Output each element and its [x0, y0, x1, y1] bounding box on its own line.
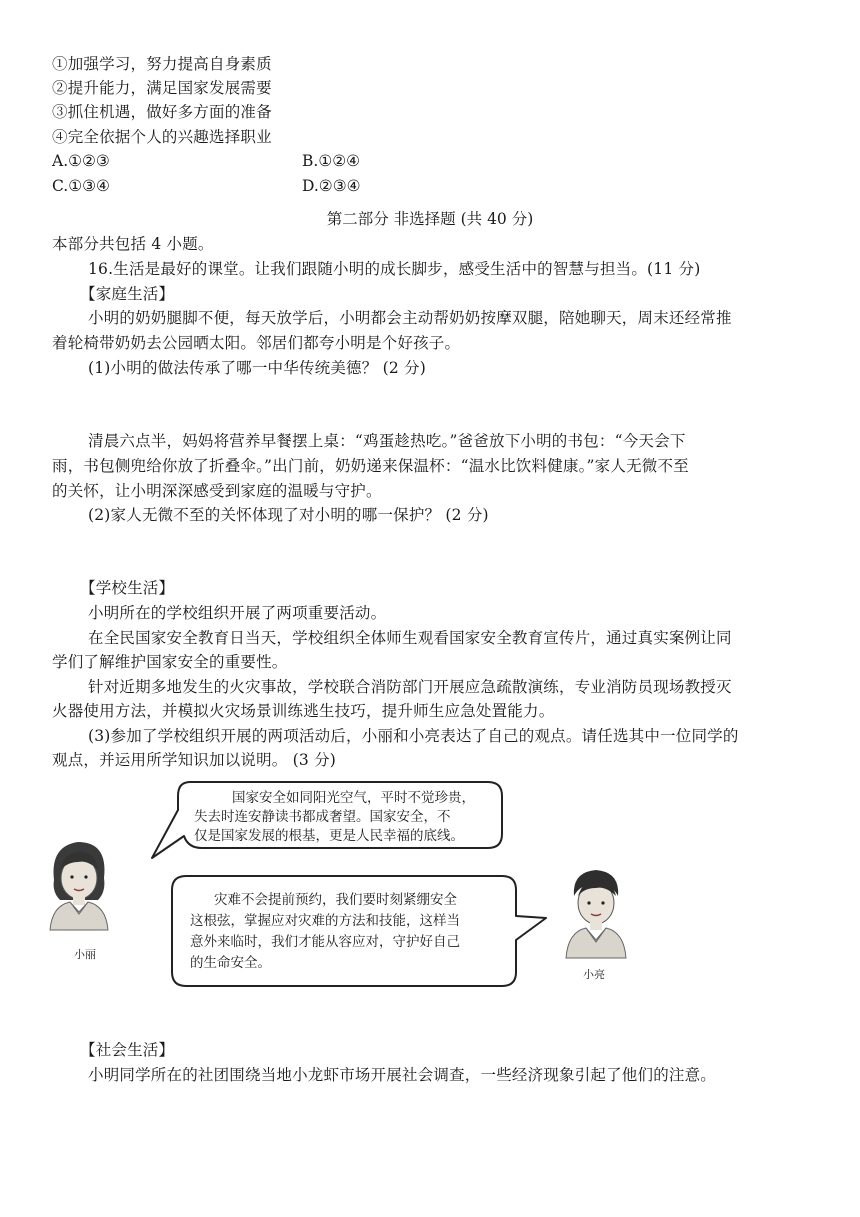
option-c: C.①③④ [52, 177, 110, 195]
bubble2-line4: 的生命安全。 [190, 955, 271, 971]
q16-stem: 16.生活是最好的课堂。让我们跟随小明的成长脚步，感受生活中的智慧与担当。(11 分) [88, 260, 701, 278]
sub-question-1: (1)小明的做法传承了哪一中华传统美德？ (2 分) [88, 359, 426, 377]
bubble2-line3: 意外来临时，我们才能从容应对，守护好自己 [190, 934, 460, 950]
statement-3: ③抓住机遇，做好多方面的准备 [52, 103, 272, 121]
statement-4: ④完全依据个人的兴趣选择职业 [52, 128, 272, 146]
option-b: B.①②④ [302, 152, 361, 170]
school-para2-line1: 在全民国家安全教育日当天，学校组织全体师生观看国家安全教育宣传片，通过真实案例让同 [88, 629, 732, 647]
school-para3-line1: 针对近期多地发生的火灾事故，学校联合消防部门开展应急疏散演练，专业消防员现场教授灭 [88, 678, 732, 696]
sub-question-2: (2)家人无微不至的关怀体现了对小明的哪一保护？ (2 分) [88, 506, 489, 524]
sub-question-3-line1: (3)参加了学校组织开展的两项活动后，小丽和小亮表达了自己的观点。请任选其中一位同学的 [88, 727, 739, 745]
bubble1-line3: 仅是国家发展的根基，更是人民幸福的底线。 [194, 828, 464, 844]
option-d: D.②③④ [302, 177, 361, 195]
school-heading: 【学校生活】 [80, 579, 175, 597]
family-heading: 【家庭生活】 [80, 285, 175, 303]
family-para2-line3: 的关怀，让小明深深感受到家庭的温暖与守护。 [52, 482, 382, 500]
social-para1: 小明同学所在的社团围绕当地小龙虾市场开展社会调查，一些经济现象引起了他们的注意。 [88, 1066, 717, 1084]
bubble1-line2: 失去时连安静读书都成奢望。国家安全，不 [194, 809, 451, 825]
family-para2-line2: 雨，书包侧兜给你放了折叠伞。”出门前，奶奶递来保温杯：“温水比饮料健康。”家人无微不至 [52, 457, 689, 475]
social-heading: 【社会生活】 [80, 1041, 175, 1059]
boy-name-label: 小亮 [583, 969, 605, 981]
family-para1-line2: 着轮椅带奶奶去公园晒太阳。邻居们都夸小明是个好孩子。 [52, 334, 461, 352]
school-para1: 小明所在的学校组织开展了两项重要活动。 [88, 604, 387, 622]
part2-intro: 本部分共包括 4 小题。 [52, 235, 214, 253]
statement-2: ②提升能力，满足国家发展需要 [52, 79, 272, 97]
statement-1: ①加强学习，努力提高自身素质 [52, 55, 272, 73]
family-para1-line1: 小明的奶奶腿脚不便，每天放学后，小明都会主动帮奶奶按摩双腿，陪她聊天，周末还经常推 [88, 309, 732, 327]
sub-question-3-line2: 观点，并运用所学知识加以说明。 (3 分) [52, 751, 337, 769]
bubble2-line2: 这根弦，掌握应对灾难的方法和技能，这样当 [190, 913, 460, 929]
school-para2-line2: 学们了解维护国家安全的重要性。 [52, 653, 288, 671]
girl-figure [50, 842, 108, 930]
bubble1-line1: 国家安全如同阳光空气，平时不觉珍贵， [232, 790, 475, 806]
family-para2-line1: 清晨六点半，妈妈将营养早餐摆上桌：“鸡蛋趁热吃。”爸爸放下小明的书包：“今天会下 [88, 432, 686, 450]
boy-figure [566, 870, 626, 958]
part2-title: 第二部分 非选择题 (共 40 分) [326, 210, 534, 228]
school-para3-line2: 火器使用方法，并模拟火灾场景训练逃生技巧，提升师生应急处置能力。 [52, 702, 555, 720]
bubble2-line1: 灾难不会提前预约，我们要时刻紧绷安全 [214, 892, 457, 908]
girl-name-label: 小丽 [74, 949, 96, 961]
option-a: A.①②③ [52, 152, 110, 170]
